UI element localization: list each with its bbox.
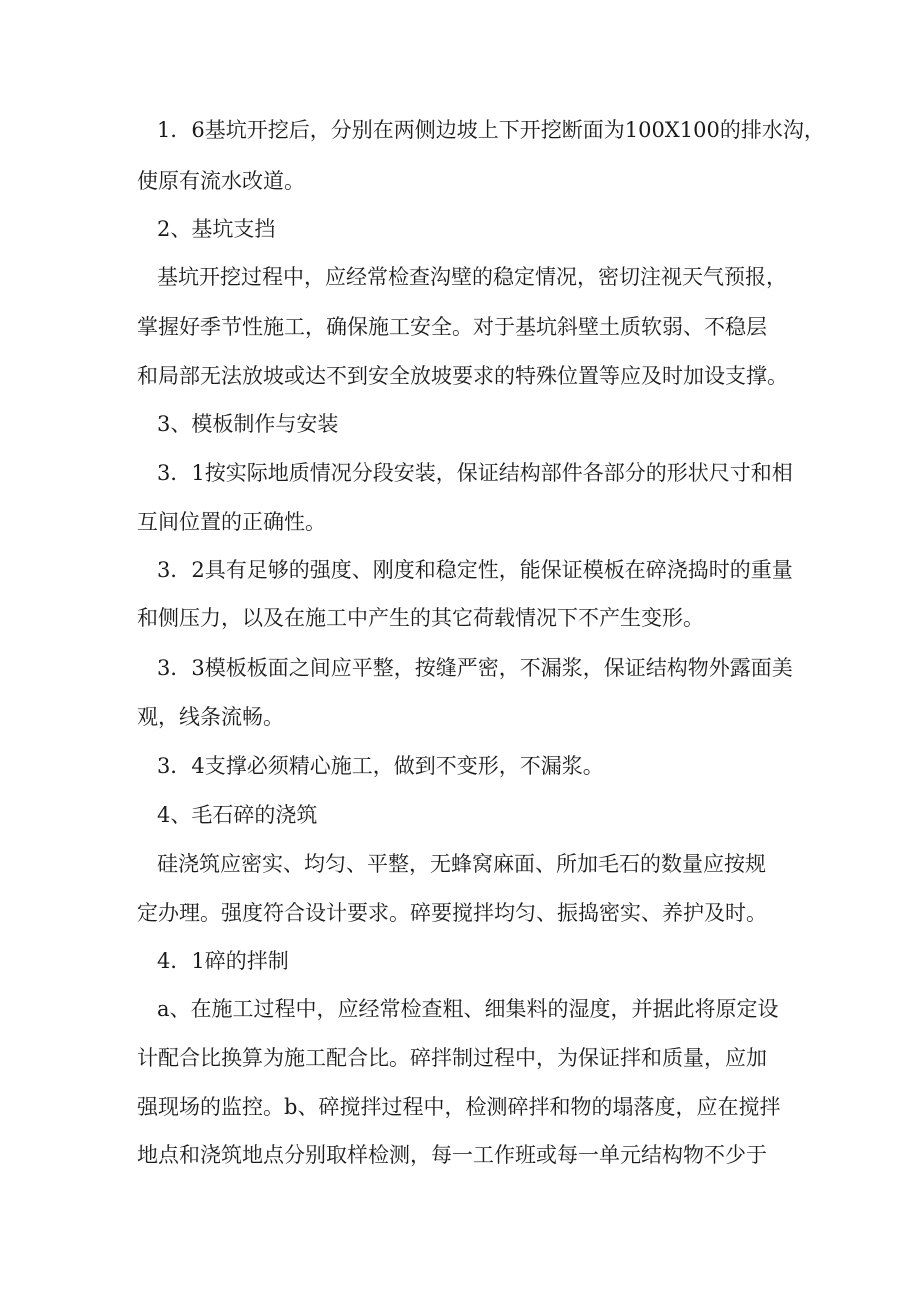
- section-heading: 2、基坑支挡: [157, 217, 276, 241]
- paragraph-line: a、在施工过程中，应经常检查粗、细集料的湿度，并据此将原定设: [157, 997, 779, 1021]
- paragraph-line: 基坑开挖过程中，应经常检查沟壁的稳定情况，密切注视天气预报，: [157, 265, 787, 289]
- paragraph-line: 强现场的监控。b、碎搅拌过程中，检测碎拌和物的塌落度，应在搅拌: [137, 1095, 781, 1119]
- paragraph-line: 硅浇筑应密实、均匀、平整，无蜂窝麻面、所加毛石的数量应按规: [157, 852, 766, 876]
- paragraph-line: 3．4支撑必须精心施工，做到不变形，不漏浆。: [157, 754, 604, 778]
- paragraph-line: 定办理。强度符合设计要求。碎要搅拌均匀、振捣密实、养护及时。: [137, 901, 767, 925]
- paragraph-line: 地点和浇筑地点分别取样检测，每一工作班或每一单元结构物不少于: [137, 1143, 767, 1167]
- paragraph-line: 掌握好季节性施工，确保施工安全。对于基坑斜壁土质软弱、不稳层: [137, 315, 767, 339]
- paragraph-line: 观，线条流畅。: [137, 705, 284, 729]
- paragraph-line: 3．3模板板面之间应平整，按缝严密，不漏浆，保证结构物外露面美: [157, 656, 793, 680]
- paragraph-line: 1．6基坑开挖后，分别在两侧边坡上下开挖断面为100X100的排水沟，: [157, 118, 825, 142]
- paragraph-line: 和侧压力，以及在施工中产生的其它荷载情况下不产生变形。: [137, 606, 704, 630]
- paragraph-line: 互间位置的正确性。: [137, 510, 326, 534]
- paragraph-line: 和局部无法放坡或达不到安全放坡要求的特殊位置等应及时加设支撑。: [137, 364, 788, 388]
- section-heading: 4、毛石碎的浇筑: [157, 803, 318, 827]
- paragraph-line: 计配合比换算为施工配合比。碎拌制过程中，为保证拌和质量，应加: [137, 1046, 767, 1070]
- section-heading: 3、模板制作与安装: [157, 412, 339, 436]
- paragraph-line: 3．2具有足够的强度、刚度和稳定性，能保证模板在碎浇捣时的重量: [157, 558, 793, 582]
- paragraph-line: 使原有流水改道。: [137, 169, 305, 193]
- section-heading: 4．1碎的拌制: [157, 949, 289, 973]
- paragraph-line: 3．1按实际地质情况分段安装，保证结构部件各部分的形状尺寸和相: [157, 461, 793, 485]
